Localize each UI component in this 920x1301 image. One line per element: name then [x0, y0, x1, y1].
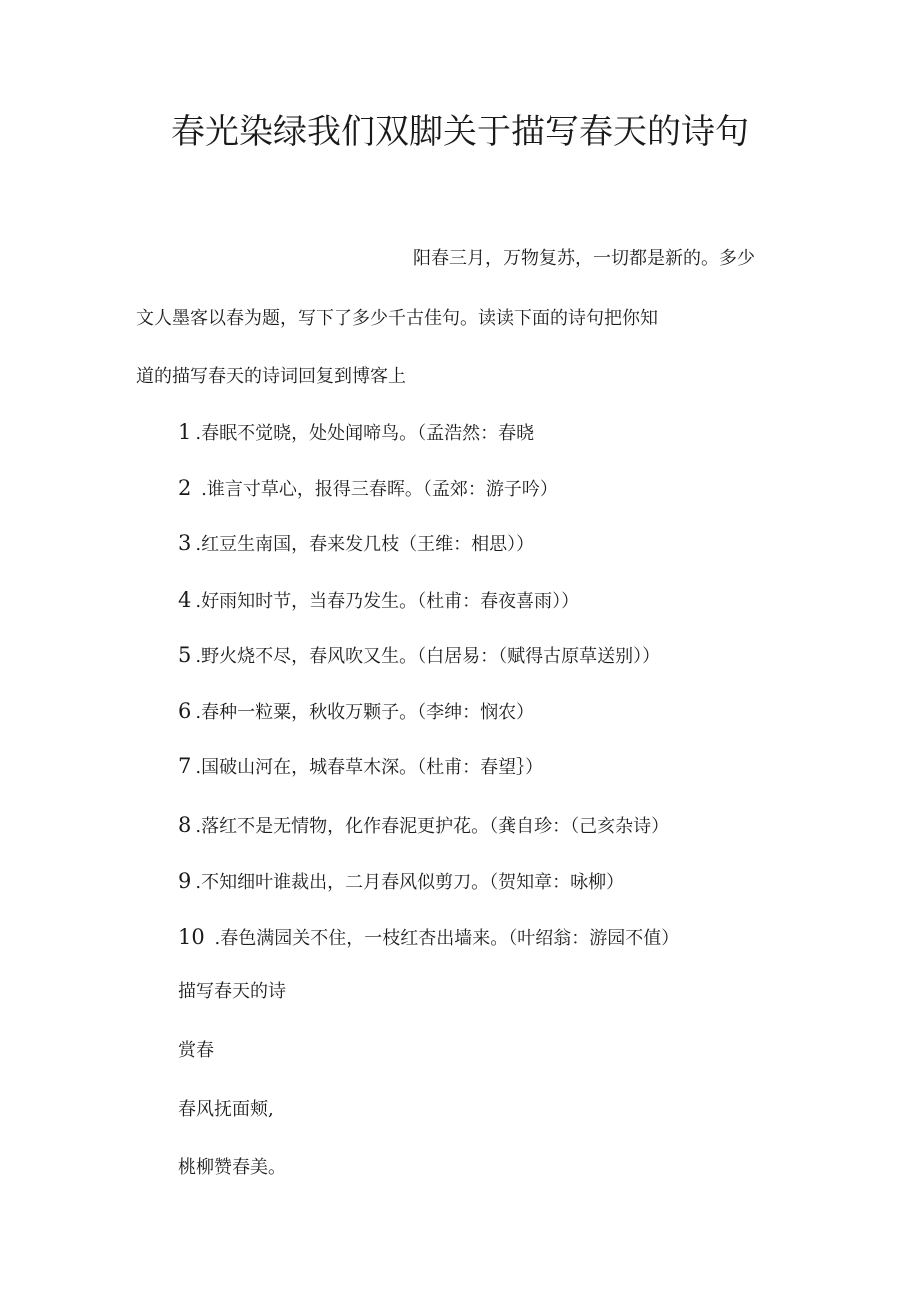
poem-text: .国破山河在，城春草木深。（杜甫：春望｝）: [195, 757, 544, 778]
poem-number: 5: [178, 643, 192, 667]
poem-number: 2: [178, 476, 192, 500]
poem-line-8: [178, 812, 669, 840]
intro-line-2: 文人墨客以春为题，写下了多少千古佳句。读读下面的诗句把你知: [136, 308, 658, 329]
poem-number: 1: [178, 420, 192, 444]
document-title: 春光染绿我们双脚关于描写春天的诗句: [171, 112, 749, 152]
poem-text: .落红不是无情物，化作春泥更护花。（龚自珍：（己亥杂诗）: [195, 816, 670, 837]
poem-text: .野火烧不尽，春风吹又生。（白居易：（赋得古原草送别））: [195, 646, 661, 667]
poem-text: .春种一粒粟，秋收万颗子。（李绅：悯农）: [195, 702, 535, 723]
poem-line-3: [178, 530, 534, 558]
poem-number: 7: [178, 754, 192, 778]
poem-number: 4: [178, 588, 192, 612]
poem-number: 9: [178, 869, 192, 893]
poem-verse-line-1: 春风抚面颊,: [178, 1099, 274, 1120]
poem-number: 3: [178, 531, 192, 555]
poem-line-6: [178, 698, 534, 726]
poem-number: 10: [178, 925, 205, 949]
intro-line-3: 道的描写春天的诗词回复到博客上: [136, 366, 406, 387]
intro-line-1: 阳春三月，万物复苏，一切都是新的。多少: [413, 248, 755, 269]
poem-line-7: [178, 753, 543, 781]
poem-line-4: [178, 587, 579, 615]
poem-text: .春眠不觉晓，处处闻啼鸟。（孟浩然：春晓: [195, 423, 535, 444]
section-heading: 描写春天的诗: [178, 981, 286, 1002]
poem-line-5: [178, 642, 660, 670]
poem-text: .春色满园关不住，一枝红杏出墙来。（叶绍翁：游园不值）: [214, 928, 680, 949]
poem-text: .谁言寸草心，报得三春晖。（孟郊：游子吟）: [201, 479, 558, 500]
poem-verse-line-2: 桃柳赞春美。: [178, 1157, 286, 1178]
poem-text: .不知细叶谁裁出，二月春风似剪刀。（贺知章：咏柳）: [195, 872, 625, 893]
poem-text: .红豆生南国，春来发几枝（王维：相思））: [195, 534, 535, 555]
poem-number: 8: [178, 813, 192, 837]
poem-title: 赏春: [178, 1040, 214, 1061]
poem-line-10: [178, 924, 679, 952]
poem-text: .好雨知时节，当春乃发生。（杜甫：春夜喜雨））: [195, 591, 580, 612]
poem-number: 6: [178, 699, 192, 723]
poem-line-1: [178, 419, 534, 447]
poem-line-2: [178, 475, 558, 503]
poem-line-9: [178, 868, 624, 896]
